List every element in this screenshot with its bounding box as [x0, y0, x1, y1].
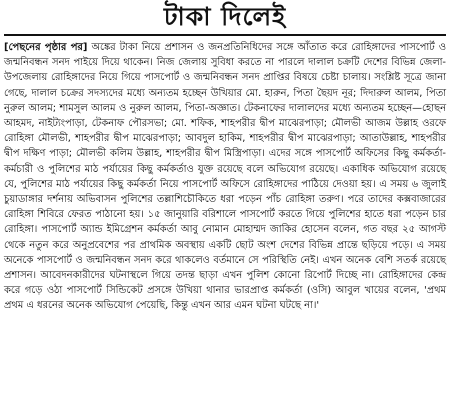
- newspaper-clipping: [0, 3, 450, 414]
- article-text: অঙ্কের টাকা নিয়ে প্রশাসন ও জনপ্রতিনিধিদের সঙ্গে আঁতাত করে রোহিঙ্গাদের পাসপোর্ট ও জন্মনিবন্ধন সনদ পাইয়ে দিয়ে থাকেন। নিজ জেলায় সুবিধা করতে না পারলে দালাল চক্রটি দেশের বিভিন্ন জেলা-উপজেলায় রোহিঙ্গাদের নিয়ে গিয়ে পাসপোর্ট ও জন্মনিবন্ধন সনদ প্রাপ্তির বিষয়ে চেষ্টা চালায়। সংশ্লিষ্ট সূত্রে জানা গেছে, দালাল চক্রের সদস্যদের মধ্যে অন্যতম হচ্ছেন উখিয়ার মো. হারুন, পিতা ছৈয়দ নূর; দিদারুল আলম, পিতা নুরুল আলম; শামসুল আলম ও নুরুল আলম, পিতা-অজ্ঞাত। টেকনাফের দালালদের মধ্যে অন্যতম হচ্ছেন—হোছন আহমদ, নাইট্যংপাড়া, টেকনাফ পৌরসভা; মো. শফিক, শাহপরীর দ্বীপ মাঝেরপাড়া; মৌলভী আজম উল্লাহ ওরফে রোহিঙ্গা মৌলভী, শাহপরীর দ্বীপ মাঝেরপাড়া; আবদুল হাকিম, শাহপরীর দ্বীপ মাঝেরপাড়া; আতাউল্লাহ, শাহপরীর দ্বীপ দক্ষিণ পাড়া; মৌলভী কলিম উল্লাহ, শাহপরীর দ্বীপ মিস্ত্রিপাড়া। এদের সঙ্গে পাসপোর্ট অফিসের কিছু কর্মকর্তা-কর্মচারী ও পুলিশের মাঠ পর্যায়ের কিছু কর্মকর্তাও যুক্ত রয়েছে বলে অভিযোগ রয়েছে। একাধিক অভিযোগ রয়েছে যে, পুলিশের মাঠ পর্যায়ের কিছু কর্মকর্তা নিয়ে পাসপোর্ট অফিসে রোহিঙ্গাদের পাঠিয়ে দেওয়া হয়। এ সময় ৬ জুলাই চুয়াডাঙ্গার দর্শনায় অভিবাসন পুলিশের তল্লাশিচৌকিতে ধরা পড়েন পাঁচ রোহিঙ্গা তরুণ। পরে তাদের কক্সবাজারের রোহিঙ্গা শিবিরে ফেরত পাঠানো হয়। ১৫ জানুয়ারি বরিশালে পাসপোর্ট করতে গিয়ে পুলিশের হাতে ধরা পড়েন চার রোহিঙ্গা। পাসপোর্ট অ্যান্ড ইমিগ্রেশন কর্মকর্তা আবু নোমান মোহাম্মদ জাকির হোসেন বলেন, গত বছর ২৫ আগস্ট থেকে নতুন করে অনুপ্রবেশের পর প্রাথমিক অবস্থায় একটি ছোট অংশ দেশের বিভিন্ন প্রান্তে ছড়িয়ে পড়ে। এ সময় অনেকে পাসপোর্ট ও জন্মনিবন্ধন সনদ করে থাকলেও বর্তমানে সে পরিস্থিতি নেই। এখন অনেক বেশি সতর্ক রয়েছে প্রশাসন। আবেদনকারীদের ঘটনাস্থলে গিয়ে তদন্ত ছাড়া এখন পুলিশ কোনো রিপোর্ট দিচ্ছে না। রোহিঙ্গাদের কেন্দ্র করে গড়ে ওঠা পাসপোর্ট সিন্ডিকেট প্রসঙ্গে উখিয়া থানার ভারপ্রাপ্ত কর্মকর্তা (ওসি) আবুল খায়ের বলেন, 'প্রথম প্রথম এ ধরনের অনেক অভিযোগ পেয়েছি, কিন্তু এখন আর এমন ঘটনা ঘটছে না।': [4, 42, 446, 312]
- continued-marker: [পেছনের পৃষ্ঠার পর]: [4, 42, 88, 53]
- article-body: [4, 40, 446, 314]
- headline-divider: [4, 34, 446, 36]
- headline: টাকা দিলেই: [163, 2, 287, 31]
